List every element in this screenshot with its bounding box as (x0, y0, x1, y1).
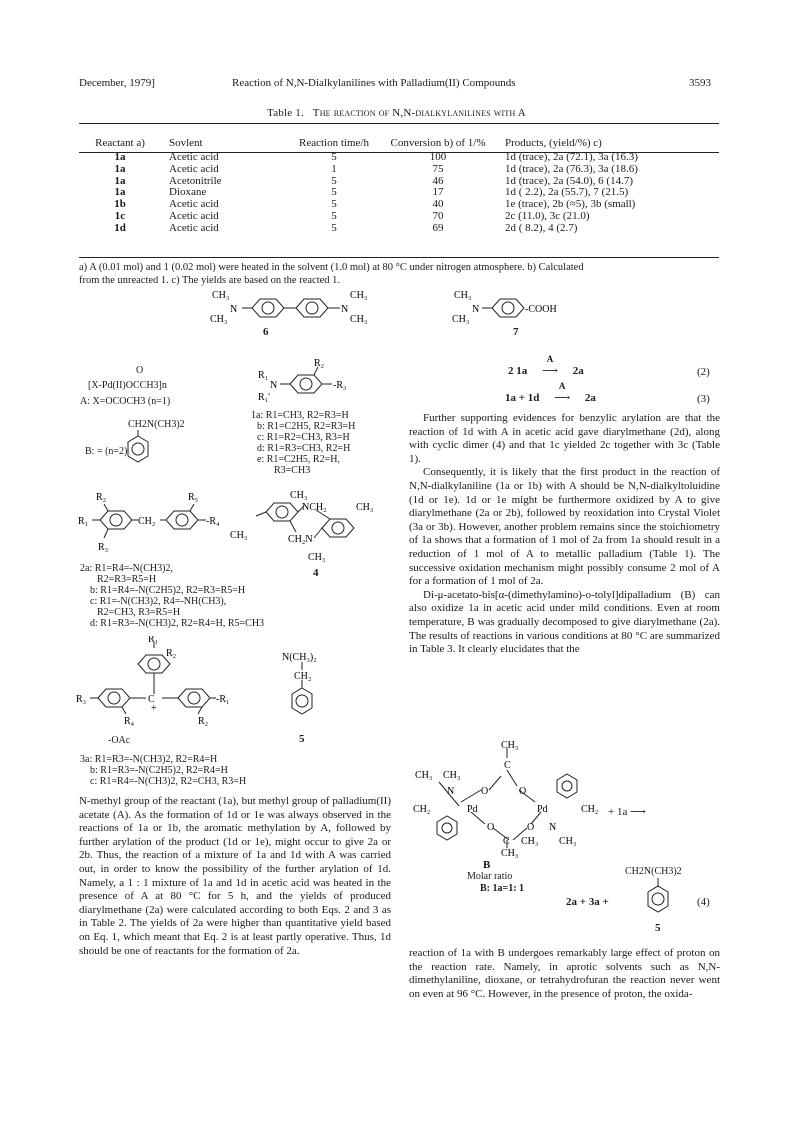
eq2-reagent: A (546, 354, 554, 364)
molar-ratio: Molar ratio (467, 871, 513, 882)
svg-text:CH₃: CH₃ (212, 290, 230, 301)
table-caption-text: The reaction of N,N-dialkylanilines with A (312, 107, 526, 119)
equation-3-number: (3) (697, 393, 710, 405)
equation-4-products: 2a + 3a + (566, 896, 609, 908)
cell-conversion: 75 (432, 162, 444, 175)
table-1 (79, 124, 719, 235)
cell-time: 5 (331, 151, 337, 163)
label-b: B (483, 859, 491, 871)
substituent-1a: 1a: R1=CH3, R2=R3=H (251, 410, 349, 421)
col-header-conversion: Conversion b) of 1/% (390, 137, 486, 149)
label-4: 4 (313, 567, 319, 579)
eq3-reagent: A (558, 381, 566, 391)
svg-text:R₁': R₁' (258, 392, 270, 403)
svg-text:CH₃: CH₃ (350, 290, 368, 301)
structure-a-definition: A: X=OCOCH3 (n=1) (80, 396, 171, 407)
svg-text:-R₃: -R₃ (333, 380, 347, 391)
eq4-top: + 1a ⟶ (608, 806, 646, 818)
cell-time: 5 (331, 209, 337, 222)
cell-conversion: 69 (432, 221, 444, 234)
cell-conversion: 17 (432, 186, 444, 199)
svg-text:C: C (148, 694, 155, 705)
paragraph: reaction of 1a with B undergoes remarkably large effect of proton on the reaction rate. Namely, in aprotic solvents such as N,N-dimethylaniline, dioxane, or tetrahydrofuran the reaction never went on even at 96 °C. However, in the presence of proton, the oxida- (409, 947, 720, 1000)
svg-text:N: N (341, 304, 349, 315)
cell-reactant: 1a (114, 174, 126, 187)
svg-text:N: N (472, 304, 480, 315)
structure-3 (76, 636, 256, 746)
col-header-products: Products, (yield/%) c) (505, 137, 602, 149)
col-header-solvent: Sovlent (169, 137, 203, 149)
cell-solvent: Acetonitrile (169, 174, 222, 187)
svg-text:R₁: R₁ (258, 370, 269, 381)
structure-4 (226, 488, 386, 568)
svg-text:CH₃: CH₃ (350, 314, 368, 325)
eq3-left: 1a + 1d (505, 392, 540, 404)
svg-text:CH₃: CH₃ (501, 740, 519, 751)
eq2-left: 2 1a (508, 365, 528, 377)
cell-time: 1 (331, 162, 337, 175)
table-footnote (79, 262, 719, 287)
substituent-3a: 3a: R1=R3=-N(CH3)2, R2=R4=H (80, 754, 218, 765)
svg-text:Pd: Pd (467, 804, 478, 815)
svg-text:R₃: R₃ (76, 694, 87, 705)
svg-text:CH₃: CH₃ (559, 836, 577, 847)
substituent-1e-cont: R3=CH3 (274, 465, 311, 476)
svg-text:N: N (230, 304, 238, 315)
svg-text:CH₃: CH₃ (454, 290, 472, 301)
svg-text:-R₁: -R₁ (216, 694, 230, 705)
svg-text:CH₃: CH₃ (452, 314, 470, 325)
cell-products: 2c (11.0), 3c (21.0) (505, 209, 590, 222)
svg-text:NCH₂: NCH₂ (302, 502, 327, 513)
cell-solvent: Acetic acid (169, 198, 219, 211)
cell-conversion: 40 (432, 198, 444, 211)
cell-products: 1e (trace), 2b (≈5), 3b (small) (505, 198, 636, 211)
col-header-reactant: Reactant a) (95, 137, 145, 149)
right-column-text-bottom (409, 947, 720, 1001)
svg-text:CH₃: CH₃ (501, 848, 519, 859)
svg-text:N: N (447, 786, 455, 797)
svg-text:CH₂N: CH₂N (288, 534, 313, 545)
structure-1 (256, 356, 356, 406)
right-column-text-top (409, 412, 720, 657)
svg-text:N(CH₃)₂: N(CH₃)₂ (282, 652, 317, 663)
svg-text:R₁: R₁ (148, 636, 159, 645)
cell-reactant: 1a (114, 186, 126, 199)
table-row (79, 211, 719, 223)
substituent-2c: c: R1=-N(CH3)2, R4=-NH(CH3), (90, 596, 227, 607)
svg-text:N: N (270, 380, 278, 391)
svg-text:CH₃: CH₃ (230, 530, 248, 541)
svg-text:R₄: R₄ (124, 716, 135, 727)
cell-conversion: 46 (432, 174, 444, 187)
substituent-2c-cont: R2=CH3, R3=R5=H (97, 607, 181, 618)
structures-6-7 (200, 288, 580, 340)
svg-text:CH₂: CH₂ (413, 804, 431, 815)
svg-text:CH₂: CH₂ (294, 671, 312, 682)
equation-2-number: (2) (697, 366, 710, 378)
svg-text:CH₃: CH₃ (415, 770, 433, 781)
table-footnote-line-2: from the unreacted 1. c) The yields are based on the reacted 1. (79, 274, 341, 286)
substituent-3c: c: R1=R4=-N(CH3)2, R2=CH3, R3=H (90, 776, 247, 787)
structure-b-definition: B: = (n=2) (85, 446, 128, 457)
cell-products: 1d ( 2.2), 2a (55.7), 7 (21.5) (505, 186, 629, 199)
substituent-1b: b: R1=C2H5, R2=R3=H (257, 421, 356, 432)
molar-ratio-value: B: 1a=1: 1 (480, 883, 525, 894)
svg-text:CH₂: CH₂ (138, 516, 156, 527)
svg-text:CH₃: CH₃ (308, 552, 326, 563)
svg-text:N: N (549, 822, 557, 833)
table-row (79, 223, 719, 235)
svg-text:CH₂: CH₂ (581, 804, 599, 815)
svg-text:CH₃: CH₃ (521, 836, 539, 847)
substituent-2d: d: R1=R3=-N(CH3)2, R2=R4=H, R5=CH3 (90, 618, 265, 629)
paragraph: Consequently, it is likely that the first product in the reaction of N,N-dialkylaniline (1a or 1b) with A should be N,N-dialkyltoluidine (1d or 1e). 1d or 1e might be furthermore oxidized by A to give diarylmethane (2a or 2b), followed by reoxidation into Crystal Violet (3a or 3b). However, another problem remains since the stoichiometry of 1a shows that a formation of 1 mol of 2a from 1a should result in a reduction of 1 mol of A to metallic palladium (Table 1). The successive oxidation mechanism might possibly consume 2 mol of A for a formation of 1 mol of 2a. (409, 466, 720, 588)
cell-time: 5 (331, 221, 337, 234)
cell-products: 2d ( 8.2), 4 (2.7) (505, 221, 578, 234)
svg-text:CH₃: CH₃ (356, 502, 374, 513)
cell-reactant: 1a (114, 151, 126, 163)
equation-2: 2 1a A ⟶ 2a (508, 354, 584, 377)
substituent-2b: b: R1=R4=-N(C2H5)2, R2=R3=R5=H (90, 585, 246, 596)
cell-products: 1d (trace), 2a (72.1), 3a (16.3) (505, 151, 638, 163)
svg-text:O: O (527, 822, 535, 833)
svg-text:CH₃: CH₃ (443, 770, 461, 781)
cell-solvent: Dioxane (169, 186, 207, 199)
svg-text:C: C (504, 760, 511, 771)
cell-solvent: Acetic acid (169, 162, 219, 175)
svg-text:+: + (151, 703, 157, 714)
svg-text:R₂: R₂ (198, 716, 209, 727)
benzene-ring-5 (636, 878, 686, 922)
svg-text:R₁: R₁ (78, 516, 89, 527)
label-5: 5 (299, 733, 305, 745)
label-5-product: 5 (655, 922, 661, 934)
substituent-1e: e: R1=C2H5, R2=H, (257, 454, 340, 465)
cell-time: 5 (331, 174, 337, 187)
cell-reactant: 1c (114, 209, 126, 222)
table-footnote-line-1: a) A (0.01 mol) and 1 (0.02 mol) were heated in the solvent (1.0 mol) at 80 °C under nitrogen atmosphere. b) Calculated (79, 262, 584, 273)
table-caption (0, 107, 793, 119)
cell-solvent: Acetic acid (169, 221, 219, 234)
svg-text:O: O (519, 786, 527, 797)
eq2-right: 2a (572, 365, 584, 377)
acetate-anion: -OAc (108, 735, 131, 746)
svg-text:Pd: Pd (537, 804, 548, 815)
eq3-right: 2a (584, 392, 596, 404)
cell-products: 1d (trace), 2a (54.0), 6 (14.7) (505, 174, 633, 187)
col-header-time: Reaction time/h (299, 137, 369, 149)
label-6: 6 (263, 326, 269, 338)
equation-3: 1a + 1d A ⟶ 2a (505, 381, 596, 404)
cell-reactant: 1d (114, 221, 126, 234)
cell-solvent: Acetic acid (169, 151, 219, 163)
structure-a-formula: [X-Pd(II)OCCH3]n (88, 380, 167, 391)
cell-time: 5 (331, 198, 337, 211)
structure-2 (78, 490, 228, 560)
svg-text:R₃: R₃ (98, 542, 109, 553)
svg-text:-COOH: -COOH (525, 304, 557, 315)
cell-products: 1d (trace), 2a (76.3), 3a (18.6) (505, 162, 638, 175)
header-date: December, 1979] (79, 77, 155, 89)
label-7: 7 (513, 326, 519, 338)
substituent-3b: b: R1=R3=-N(C2H5)2, R2=R4=H (90, 765, 228, 776)
structure-5 (268, 650, 338, 740)
equation-4-reactant (608, 805, 646, 818)
paragraph: N-methyl group of the reactant (1a), but methyl group of palladium(II) acetate (A). As the formation of 1d or 1e was always observed in the reactions of 1a or 1b, the aromatic methylation by A, followed by further arylation of the product (1d or 1e), might occur to give 2a or 2b. Thus, the reaction of a mixture of 1a and 1d with A was carried out, in order to know the possibility of the further arylation of 1d. Namely, a 1 : 1 mixture of 1a and 1d in acetic acid was heated in the presence of A at 80 °C for 5 h, and the yields of produced diarylmethane (2a) were calculated according to both Eqs. 2 and 3 as in Table 2. The yields of 2a were higher than quantitative yield based on Eq. 1, which meant that Eq. 2 is at least partly operative. Thus, 1d should be one of reactants for the formation of 2a. (79, 795, 391, 957)
cell-conversion: 70 (432, 209, 444, 222)
svg-text:CH₃: CH₃ (210, 314, 228, 325)
equation-4-number: (4) (697, 896, 710, 908)
table-caption-prefix: Table 1. (267, 107, 304, 119)
svg-text:R₂: R₂ (314, 358, 325, 369)
paragraph: Further supporting evidences for benzylic arylation are that the reaction of 1d with A in acetic acid gave diarylmethane (2d), along with cyclic dimer (4) and that 1c yielded 2c together with 3c (Table 1). (409, 412, 720, 465)
header-page-number: 3593 (689, 77, 711, 89)
product-5-substituent: CH2N(CH3)2 (625, 866, 682, 877)
structure-b-substituent: CH2N(CH3)2 (128, 419, 185, 430)
svg-text:R₅: R₅ (188, 492, 199, 503)
structure-b-dimer (409, 740, 709, 860)
benzene-ring-b (118, 430, 158, 466)
svg-text:C: C (503, 836, 510, 847)
svg-text:O: O (487, 822, 495, 833)
svg-text:R₂: R₂ (166, 648, 177, 659)
substituent-2a: 2a: R1=R4=-N(CH3)2, (80, 563, 173, 574)
cell-reactant: 1b (114, 198, 126, 211)
header-title: Reaction of N,N-Dialkylanilines with Palladium(II) Compounds (232, 77, 516, 89)
paragraph: Di-μ-acetato-bis[α-(dimethylamino)-o-tolyl]dipalladium (B) can also oxidize 1a in acetic acid under mild conditions. Even at room temperature, B was gradually decomposed to give diarylmethane (2a). The results of reactions in various conditions at 80 °C are summarized in Table 3. It clearly elucidates that the (409, 588, 720, 656)
substituent-1d: d: R1=R3=CH3, R2=H (257, 443, 351, 454)
cell-conversion: 100 (429, 151, 447, 163)
substituent-2a-cont: R2=R3=R5=H (97, 574, 157, 585)
table-row (79, 164, 719, 176)
cell-reactant: 1a (114, 162, 126, 175)
svg-text:R₂: R₂ (96, 492, 107, 503)
cell-time: 5 (331, 186, 337, 199)
svg-text:-R₄: -R₄ (206, 516, 220, 527)
cell-solvent: Acetic acid (169, 209, 219, 222)
substituent-1c: c: R1=R2=CH3, R3=H (257, 432, 350, 443)
svg-text:O: O (481, 786, 489, 797)
svg-text:CH₃: CH₃ (290, 490, 308, 501)
left-column-text (79, 795, 391, 958)
